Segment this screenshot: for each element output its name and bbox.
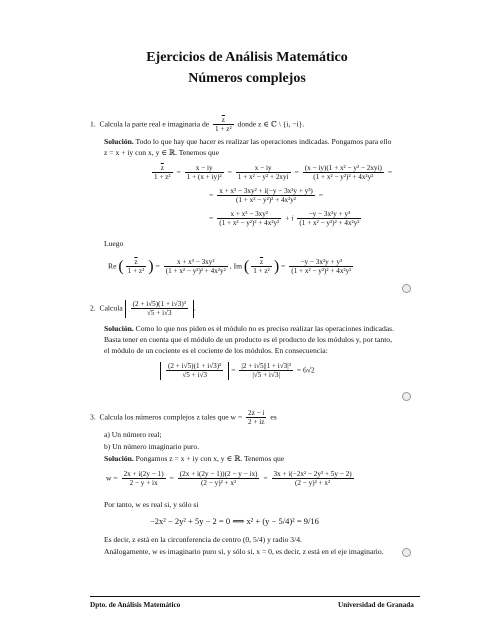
qed-icon (402, 548, 411, 557)
exercise-2-solution-line2: Basta tener en cuenta que el módulo de un producto es el producto de los módulos y, por tanto, (104, 335, 392, 344)
equation-line-3: = $\frac{\text{x + x³ − 3xy²}}{\text{(1 + x² − y²)² + 4x²y²}}$ + i $\frac{\text{−y − 3x²y + y³}}{\text{(1 + x² − y²)² + 4x²y²}}$ (209, 210, 360, 228)
footer-right: Universidad de Granada (338, 601, 414, 609)
exercise-3-item-b: b) Un número imaginario puro. (104, 442, 200, 451)
qed-icon (402, 284, 411, 293)
exercise-3-equation: w = $\frac{2x + i(2y - 1)}{2 - y + ix}$ = $\frac{(2x + i(2y - 1))(2 - y - ix)}{\text{(2 − y)² + x²}}$ = $\frac{\text{3x + i(−2x² − 2y² + 5y − 2)}}{\text{(2 − y)² + x²}}$ (106, 470, 352, 488)
exercise-1-statement (90, 116, 304, 134)
exercise-2-equation: $\frac{\text{(2 + i√5)(1 + i√3)³}}{√5 + i√3}$ = $\frac{\text{|2 + i√5||1 + i√3|³}}{|√5 + i√3|}$ = 6√2 (160, 362, 315, 380)
page-subtitle: Números complejos (188, 71, 306, 86)
exercise-2-solution-line1: Solución. Como lo que nos piden es el módulo no es preciso realizar las operaciones indicadas. (104, 324, 394, 333)
exercise-1-solution-line1: Solución. Todo lo que hay que hacer es realizar las operaciones indicadas. Pongamos para ello (104, 137, 392, 146)
footer-rule (90, 596, 420, 597)
exercise-number: 1. (90, 119, 96, 129)
footer-left: Dpto. de Análisis Matemático (90, 601, 181, 609)
por-tanto-text: Por tanto, w es real si, y sólo si (104, 500, 199, 509)
equation-line-2: = $\frac{\text{x + x³ − 3xy² + i(−y − 3x²y + y³)}}{\text{(1 + x² − y²)² + 4x²y²}}$ = (209, 187, 324, 205)
re-im-result: Re ( $\frac{\overline{z}}{\text{1 + z²}}$ ) = $\frac{\text{x + x³ − 3xy²}}{\text{(1 + x² − y²)² + 4x²y²}}$ , Im ( $\frac{\overline{z}}{\text{1 + z²}}$ ) = $\frac{\text{−y − 3x²y + y³}}{\text{(1 + x² − y²)² + 4x²y²}}$ (108, 257, 352, 276)
page-title: Ejercicios de Análisis Matemático (146, 50, 348, 65)
exercise-1-solution-line2: z = x + iy con x, y ∈ ℝ. Tenemos que (104, 148, 219, 157)
conclusion-line-2: Análogamente, w es imaginario puro si, y sólo si, x = 0, es decir, z está en el eje imaginario. (104, 547, 384, 556)
real-condition-equation: −2x² − 2y² + 5y − 2 = 0 ⟺ x² + (y − 5/4)² = 9/16 (150, 516, 319, 526)
exercise-3-solution: Solución. Pongamos z = x + iy con x, y ∈ ℝ. Tenemos que (104, 454, 285, 463)
exercise-2-solution-line3: el módulo de un cociente es el cociente de los módulos. En consecuencia: (104, 346, 328, 355)
exercise-3-item-a: a) Un número real; (104, 430, 162, 439)
exercise-3-statement: 3. Calcula los números complejos z tales que w = $\frac{2z - i}{2 + iz}$ es (90, 409, 277, 427)
equation-line-1: $\frac{\overline{z}}{\text{1 + z²}}$ = $\frac{x - iy}{\text{1 + (x + iy)²}}$ = $\frac{x - iy}{\text{1 + x² − y² + 2xyi}}$ = $\frac{\text{(x − iy)(1 + x² − y² − 2xyi)}}{\text{(1 + x² − y²)² + 4x²y²}}$ = (154, 164, 393, 182)
fraction: $\frac{\overline{z}}{\text{1 + z²}}$ (215, 116, 232, 134)
luego-text: Luego (104, 239, 124, 248)
statement-tail: donde z ∈ ℂ \ {i, −i}. (237, 119, 305, 129)
qed-icon (402, 392, 411, 401)
conclusion-line-1: Es decir, z está en la circunferencia de centro (0, 5/4) y radio 3/4. (104, 535, 302, 544)
exercise-2-statement: 2. Calcula $\frac{\text{(2 + i√5)(1 + i√3)³}}{√5 + i√3}$ . (90, 300, 196, 318)
statement-text: Calcula la parte real e imaginaria de (99, 119, 210, 129)
